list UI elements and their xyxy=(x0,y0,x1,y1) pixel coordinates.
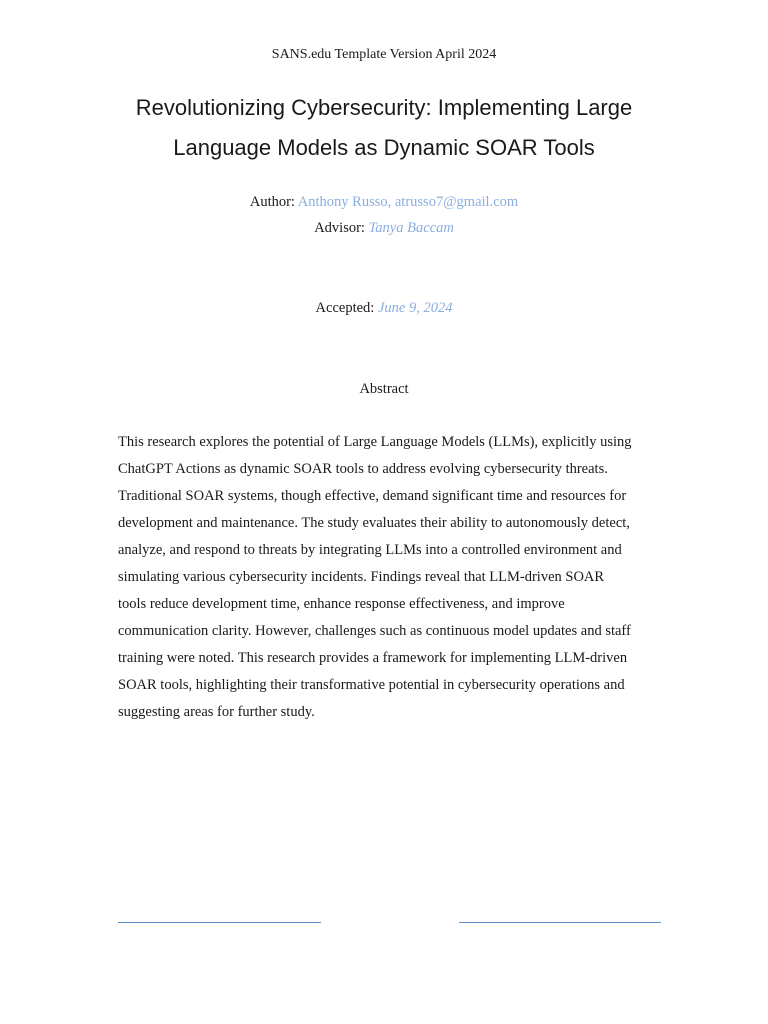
signature-line-left xyxy=(118,922,321,923)
abstract-line: Traditional SOAR systems, though effective, demand significant time and resources for xyxy=(118,488,627,504)
abstract-heading: Abstract xyxy=(359,381,409,397)
template-version-header: SANS.edu Template Version April 2024 xyxy=(271,47,497,62)
abstract-line: training were noted. This research provides a framework for implementing LLM-driven xyxy=(118,650,628,666)
abstract-line: This research explores the potential of Large Language Models (LLMs), explicitly using xyxy=(118,434,632,450)
author-value[interactable]: Anthony Russo, atrusso7@gmail.com xyxy=(297,194,519,210)
abstract-line: SOAR tools, highlighting their transformative potential in cybersecurity operations and xyxy=(118,677,625,693)
advisor-value[interactable]: Tanya Baccam xyxy=(368,220,454,236)
abstract-line: communication clarity. However, challenges such as continuous model updates and staff xyxy=(118,623,631,639)
abstract-line: simulating various cybersecurity incidents. Findings reveal that LLM-driven SOAR xyxy=(118,569,605,585)
paper-title-line-1: Revolutionizing Cybersecurity: Implementing Large xyxy=(135,95,633,120)
author-label: Author: xyxy=(249,194,295,210)
paper-title-line-2: Language Models as Dynamic SOAR Tools xyxy=(173,135,595,160)
signature-line-right xyxy=(459,922,661,923)
abstract-line: ChatGPT Actions as dynamic SOAR tools to address evolving cybersecurity threats. xyxy=(118,461,608,477)
abstract-body xyxy=(118,429,666,726)
abstract-line: tools reduce development time, enhance response effectiveness, and improve xyxy=(118,596,565,612)
accepted-line xyxy=(0,298,768,318)
abstract-line: analyze, and respond to threats by integrating LLMs into a controlled environment and xyxy=(118,542,622,558)
accepted-date[interactable]: June 9, 2024 xyxy=(377,300,453,316)
author-line xyxy=(0,192,768,212)
advisor-line xyxy=(0,218,768,238)
abstract-line: development and maintenance. The study evaluates their ability to autonomously detect, xyxy=(118,515,630,531)
accepted-label: Accepted: xyxy=(315,300,375,316)
paper-title xyxy=(90,88,678,168)
abstract-line: suggesting areas for further study. xyxy=(118,704,315,720)
advisor-label: Advisor: xyxy=(314,220,365,236)
